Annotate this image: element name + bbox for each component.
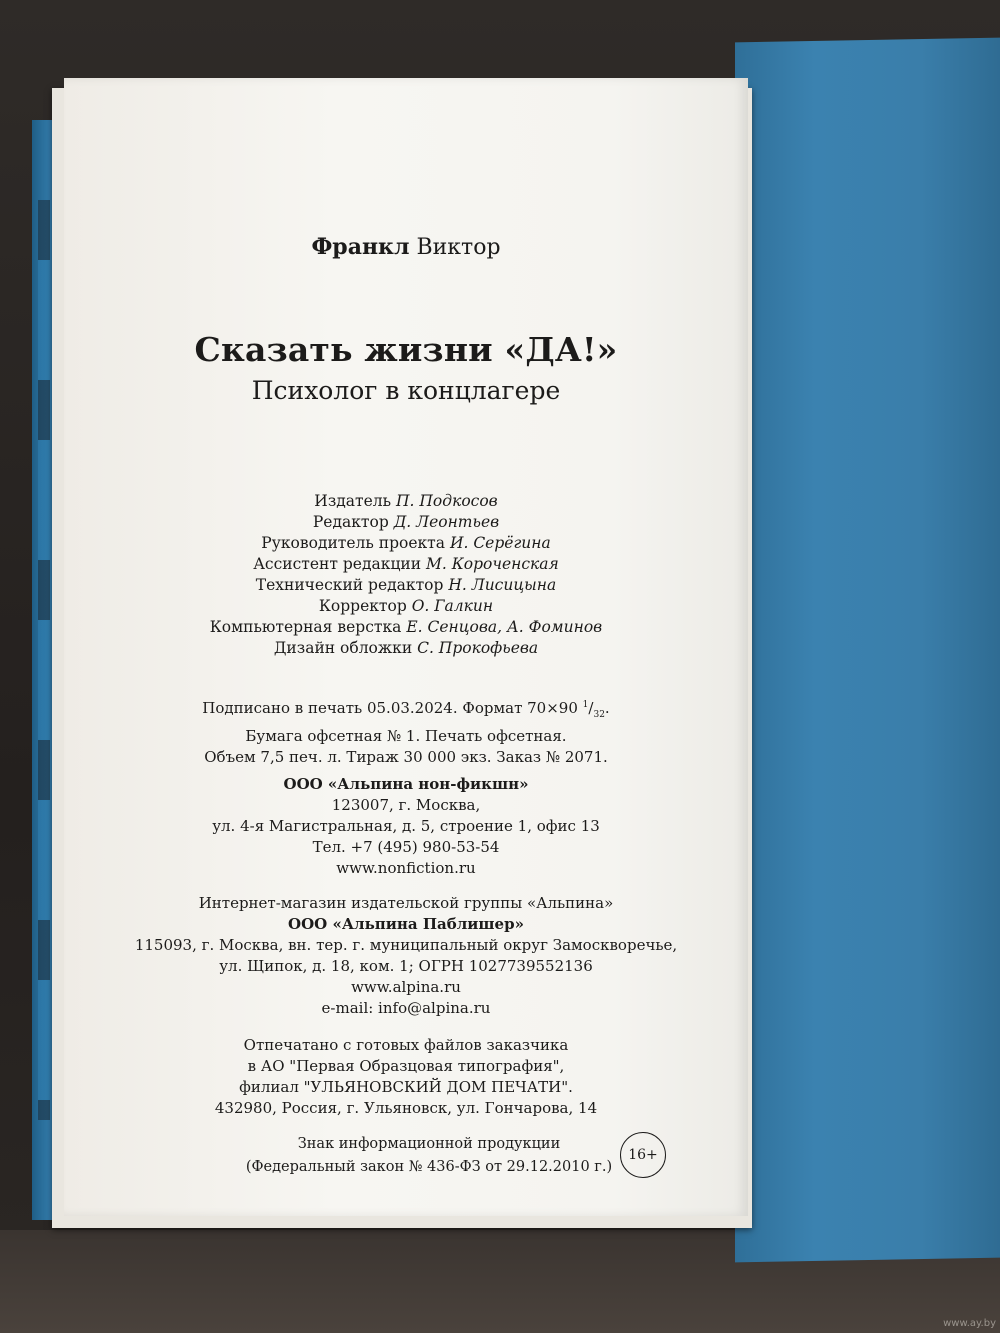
author-first-name: Виктор <box>416 235 501 260</box>
credits-list <box>64 491 748 659</box>
printer-line-3: филиал "УЛЬЯНОВСКИЙ ДОМ ПЕЧАТИ". <box>239 1078 573 1096</box>
page-content <box>64 78 748 1216</box>
credit-role: Технический редактор <box>255 576 444 594</box>
printer-line-2: в АО "Первая Образцовая типография", <box>247 1057 565 1075</box>
publisher-name: ООО «Альпина нон-фикшн» <box>283 775 529 793</box>
credit-role: Компьютерная верстка <box>209 618 402 636</box>
publisher-site: www.nonfiction.ru <box>336 859 476 877</box>
publisher-site: www.alpina.ru <box>351 978 461 996</box>
print-info-line-3: Объем 7,5 печ. л. Тираж 30 000 экз. Заказ № 2071. <box>204 748 608 766</box>
publisher-address-1: 123007, г. Москва, <box>331 796 481 814</box>
credit-name: Н. Лисицына <box>448 576 557 594</box>
credit-name: П. Подкосов <box>396 492 498 510</box>
printer-line-4: 432980, Россия, г. Ульяновск, ул. Гончарова, 14 <box>214 1099 598 1117</box>
age-rating-badge: 16+ <box>620 1132 666 1178</box>
print-info <box>64 695 748 768</box>
site-watermark: www.ay.by <box>943 1318 996 1329</box>
footer-text <box>234 1133 624 1179</box>
credit-line <box>64 575 748 596</box>
credit-line <box>64 554 748 575</box>
print-format-text: Подписано в печать 05.03.2024. Формат 70×90 <box>202 699 578 717</box>
printer-info <box>64 1035 748 1119</box>
publisher-address-1: 115093, г. Москва, вн. тер. г. муниципальный округ Замоскворечье, <box>134 936 678 954</box>
print-info-line-1: Подписано в печать 05.03.2024. Формат 70×90 $^1/_{32}$. <box>202 699 610 720</box>
credit-line <box>64 596 748 617</box>
author-line <box>64 234 748 260</box>
book-cover-right <box>735 38 1000 1263</box>
credit-role: Руководитель проекта <box>261 534 446 552</box>
book-title: Сказать жизни «ДА!» <box>194 330 618 369</box>
credit-role: Ассистент редакции <box>253 555 422 573</box>
credit-line <box>64 533 748 554</box>
publisher-name: ООО «Альпина Паблишер» <box>288 915 524 933</box>
credit-name: Д. Леонтьев <box>393 513 500 531</box>
credit-role: Издатель <box>314 492 392 510</box>
credit-line <box>64 512 748 533</box>
printer-line-1: Отпечатано с готовых файлов заказчика <box>243 1036 569 1054</box>
book-page <box>64 78 748 1216</box>
credit-line <box>64 638 748 659</box>
credit-role: Корректор <box>318 597 407 615</box>
publisher-alpina <box>64 893 748 1019</box>
credit-line <box>64 617 748 638</box>
publisher-address-2: ул. Щипок, д. 18, ком. 1; ОГРН 1027739552136 <box>219 957 593 975</box>
format-fraction-numerator: 1 <box>582 700 589 710</box>
publisher-email: e-mail: info@alpina.ru <box>321 999 491 1017</box>
format-fraction-denominator: 32 <box>593 710 605 720</box>
credit-name: О. Галкин <box>411 597 494 615</box>
credit-role: Дизайн обложки <box>273 639 413 657</box>
credit-name: С. Прокофьева <box>417 639 539 657</box>
credit-role: Редактор <box>312 513 389 531</box>
book-subtitle: Психолог в концлагере <box>251 376 561 405</box>
shop-intro: Интернет-магазин издательской группы «Альпина» <box>198 894 614 912</box>
credit-line <box>64 491 748 512</box>
footer-line-1: Знак информационной продукции <box>297 1136 561 1152</box>
footer-line-2: (Федеральный закон № 436-ФЗ от 29.12.2010 г.) <box>245 1159 613 1175</box>
credit-name: И. Серёгина <box>449 534 551 552</box>
author-last-name: Франкл <box>311 234 410 260</box>
print-info-line-2: Бумага офсетная № 1. Печать офсетная. <box>245 727 567 745</box>
publisher-phone: Тел. +7 (495) 980-53-54 <box>312 838 500 856</box>
credit-name: Е. Сенцова, А. Фоминов <box>406 618 603 636</box>
publisher-address-2: ул. 4-я Магистральная, д. 5, строение 1, офис 13 <box>212 817 600 835</box>
credit-name: М. Короченская <box>426 555 559 573</box>
publisher-nonfiction <box>64 774 748 879</box>
